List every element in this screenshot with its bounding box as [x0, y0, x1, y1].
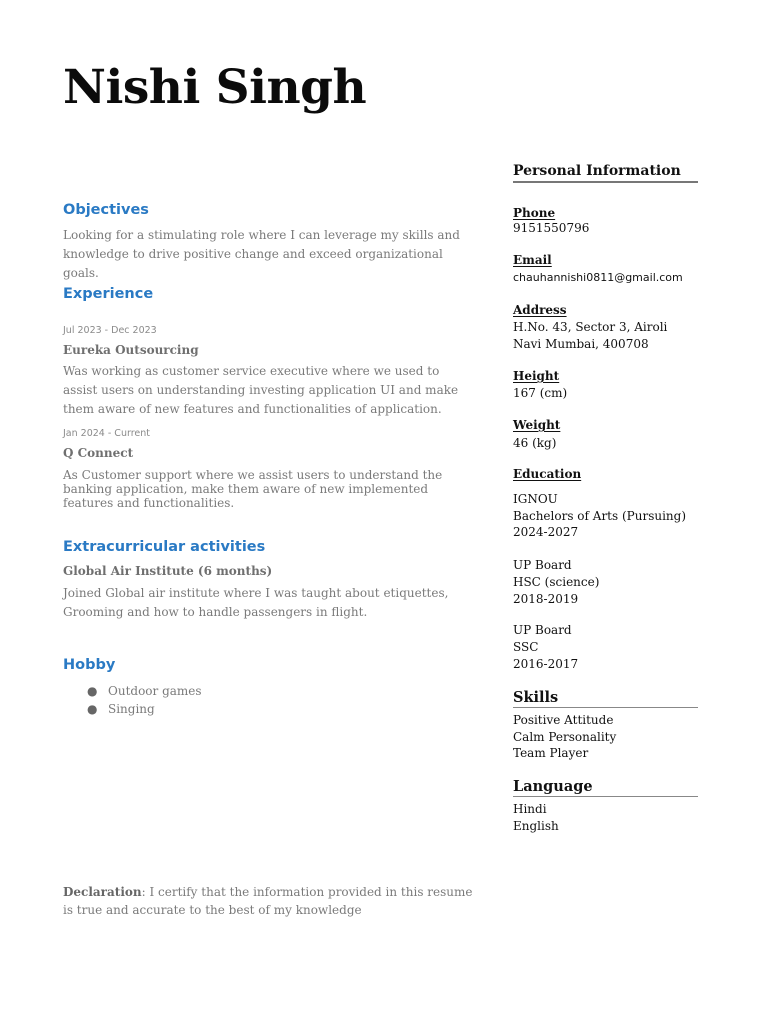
hobby-heading: Hobby [63, 657, 116, 673]
experience-description: As Customer support where we assist users to understand the banking application, make them aware of new implemented features and functionalities. [63, 468, 443, 510]
list-item [63, 700, 202, 718]
experience-date: Jan 2024 - Current [63, 428, 150, 439]
hobby-item: Singing [108, 702, 155, 716]
education-heading: Education [513, 467, 582, 481]
personal-info-heading: Personal Information [513, 163, 698, 183]
extracurricular-text: Joined Global air institute where I was taught about etiquettes, Grooming and how to handle passengers in flight. [63, 586, 449, 619]
experience-company: Eureka Outsourcing [63, 343, 199, 357]
bullet-icon: ● [87, 684, 98, 698]
objectives-heading: Objectives [63, 202, 149, 218]
skill-item: Team Player [513, 746, 589, 760]
objectives-text: Looking for a stimulating role where I can leverage my skills and knowledge to drive positive change and exceed organizational goals. [63, 228, 460, 280]
experience-heading: Experience [63, 286, 154, 302]
phone-value: 9151550796 [513, 221, 590, 235]
skill-item: Calm Personality [513, 730, 617, 744]
height-label: Height [513, 369, 560, 383]
skill-item: Positive Attitude [513, 713, 614, 727]
email-label: Email [513, 253, 552, 267]
education-years: 2016-2017 [513, 657, 579, 671]
email-value: chauhannishi0811@gmail.com [513, 271, 683, 284]
address-line-1: H.No. 43, Sector 3, Airoli [513, 320, 668, 334]
declaration [63, 883, 475, 919]
declaration-text: : I certify that the information provided in this resume is true and accurate to the best of my knowledge [63, 885, 473, 917]
education-years: 2024-2027 [513, 525, 579, 539]
weight-value: 46 (kg) [513, 436, 557, 450]
list-item [63, 682, 202, 700]
declaration-label: Declaration [63, 885, 142, 899]
language-heading: Language [513, 778, 698, 797]
address-label: Address [513, 303, 567, 317]
weight-label: Weight [513, 418, 561, 432]
extracurricular-heading: Extracurricular activities [63, 539, 266, 555]
bullet-icon: ● [87, 702, 98, 716]
experience-date: Jul 2023 - Dec 2023 [63, 325, 157, 336]
hobby-list [63, 682, 202, 718]
language-item: Hindi [513, 802, 547, 816]
phone-label: Phone [513, 206, 556, 220]
education-degree: HSC (science) [513, 575, 600, 589]
experience-description: Was working as customer service executive where we used to assist users on understanding investing application UI and make them aware of new features and functionalities of application. [63, 364, 459, 416]
education-school: UP Board [513, 623, 572, 637]
education-school: IGNOU [513, 492, 558, 506]
skills-heading: Skills [513, 689, 698, 708]
experience-company: Q Connect [63, 446, 134, 460]
language-item: English [513, 819, 559, 833]
education-degree: Bachelors of Arts (Pursuing) [513, 509, 687, 523]
resume-name: Nishi Singh [63, 60, 367, 115]
height-value: 167 (cm) [513, 386, 568, 400]
address-line-2: Navi Mumbai, 400708 [513, 337, 649, 351]
hobby-item: Outdoor games [108, 684, 202, 698]
education-years: 2018-2019 [513, 592, 579, 606]
extracurricular-org: Global Air Institute (6 months) [63, 564, 273, 578]
education-school: UP Board [513, 558, 572, 572]
education-degree: SSC [513, 640, 539, 654]
